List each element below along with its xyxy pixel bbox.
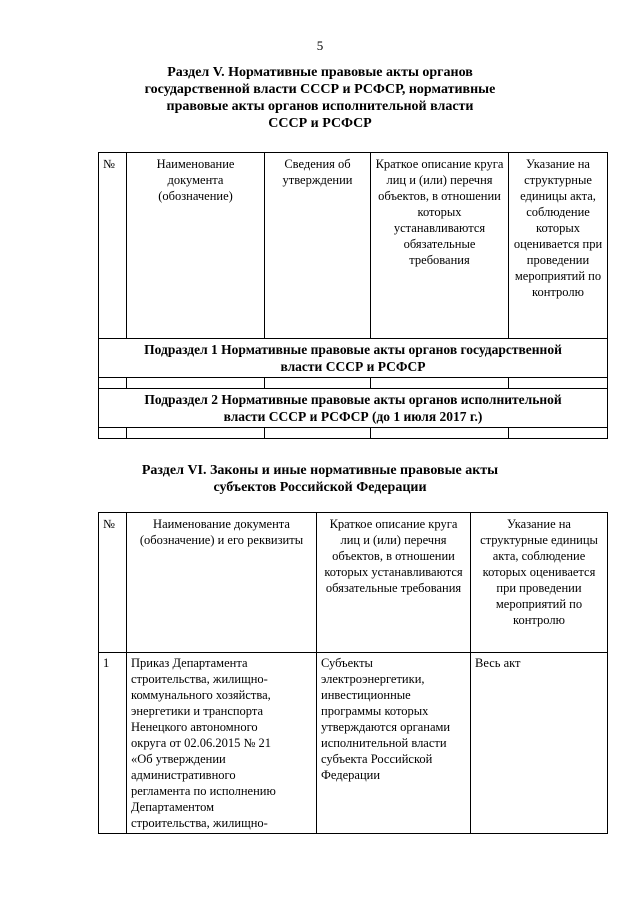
subsection-2-title [99,389,608,428]
cell-line: коммунального хозяйства, [131,688,271,702]
section-5-title-line: СССР и РСФСР [268,116,372,131]
cell-line: электроэнергетики, [321,672,425,686]
header-description: Краткое описание круга лиц и (или) перечня объектов, в отношении которых устанавливаются обязательные требования [371,153,509,339]
cell-line: исполнительной власти [321,736,447,750]
header-structural-units: Указание на структурные единицы акта, соблюдение которых оценивается при проведении мероприятий по контролю [471,513,608,653]
empty-cell [99,378,127,389]
cell-line: округа от 02.06.2015 № 21 [131,736,272,750]
cell-line: Федерации [321,768,381,782]
header-approval-info: Сведения об утверждении [265,153,371,339]
section-5-title-line: государственной власти СССР и РСФСР, нормативные [144,82,496,97]
empty-cell [265,378,371,389]
header-number: № [99,513,127,653]
table-row [99,653,608,834]
empty-cell [371,378,509,389]
page-number: 5 [316,38,324,53]
cell-line: административного [131,768,236,782]
header-document-name: Наименование документа (обозначение) [127,153,265,339]
empty-cell [127,428,265,439]
row-number: 1 [99,653,127,834]
cell-line: «Об утверждении [131,752,226,766]
subsection-1-title [99,339,608,378]
subsection-title-line: Подраздел 2 Нормативные правовые акты органов исполнительной [144,392,562,407]
table-row [99,378,608,389]
document-name-cell [127,653,317,834]
subsection-title-line: власти СССР и РСФСР (до 1 июля 2017 г.) [223,409,483,424]
empty-cell [509,378,608,389]
cell-line: инвестиционные [321,688,411,702]
cell-line: Департаментом [131,800,215,814]
cell-line: программы которых [321,704,429,718]
header-structural-units: Указание на структурные единицы акта, соблюдение которых оценивается при проведении мероприятий по контролю [509,153,608,339]
cell-line: субъекта Российской [321,752,433,766]
empty-cell [265,428,371,439]
subsection-title-line: власти СССР и РСФСР [280,359,426,374]
section-6-title-line: Раздел VI. Законы и иные нормативные правовые акты [141,463,499,478]
section-5-table [98,152,608,439]
structural-units-cell: Весь акт [471,653,608,834]
section-6-table [98,512,608,834]
header-document-name: Наименование документа (обозначение) и его реквизиты [127,513,317,653]
subjects-cell [317,653,471,834]
section-6-title [100,462,540,496]
cell-line: регламента по исполнению [131,784,276,798]
cell-line: Ненецкого автономного [131,720,258,734]
cell-line: строительства, жилищно- [131,672,268,686]
header-number: № [99,153,127,339]
subsection-title-line: Подраздел 1 Нормативные правовые акты органов государственной [144,342,562,357]
empty-cell [99,428,127,439]
table-header-row [99,513,608,653]
empty-cell [509,428,608,439]
empty-cell [371,428,509,439]
table-row [99,428,608,439]
section-5-title [100,64,540,132]
cell-line: Приказ Департамента [131,656,248,670]
cell-line: строительства, жилищно- [131,816,268,830]
cell-line: Субъекты [321,656,373,670]
header-description: Краткое описание круга лиц и (или) перечня объектов, в отношении которых устанавливаются обязательные требования [317,513,471,653]
subsection-1-row [99,339,608,378]
table-header-row [99,153,608,339]
section-6-title-line: субъектов Российской Федерации [213,480,427,495]
section-5-title-line: Раздел V. Нормативные правовые акты органов [167,65,473,80]
cell-line: энергетики и транспорта [131,704,264,718]
subsection-2-row [99,389,608,428]
empty-cell [127,378,265,389]
section-5-title-line: правовые акты органов исполнительной власти [166,99,474,114]
cell-line: утверждаются органами [321,720,451,734]
